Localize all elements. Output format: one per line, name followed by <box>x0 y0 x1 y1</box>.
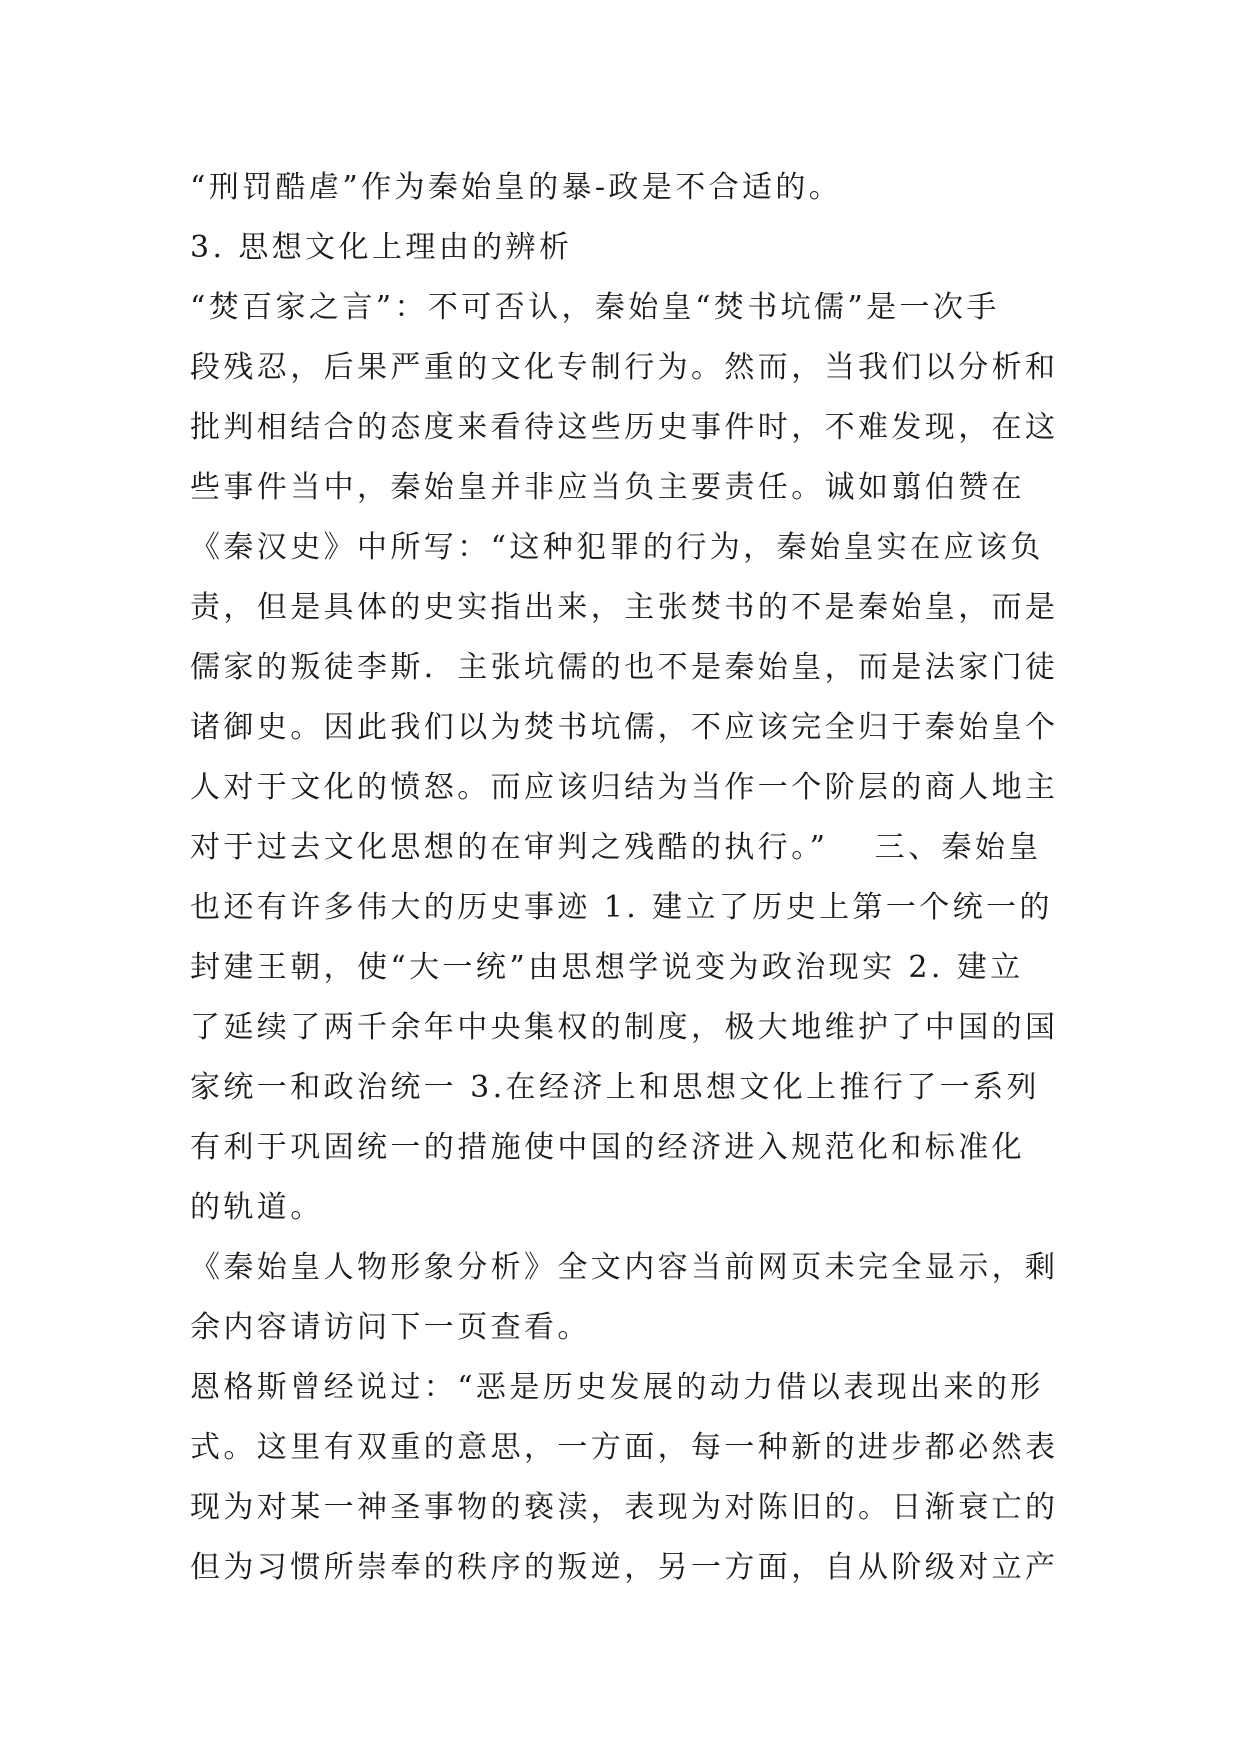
text-line: 人对于文化的愤怒。而应该归结为当作一个阶层的商人地主 <box>190 770 1059 805</box>
text-line: “刑罚酷虐”作为秦始皇的暴-政是不合适的。 <box>190 170 843 205</box>
text-line: 式。这里有双重的意思，一方面，每一种新的进步都必然表 <box>190 1430 1059 1465</box>
text-line: 封建王朝，使“大一统”由思想学说变为政治现实 2. 建立 <box>190 950 1024 985</box>
text-line: 有利于巩固统一的措施使中国的经济进入规范化和标准化 <box>190 1130 1025 1165</box>
text-line: 现为对某一神圣事物的亵渎，表现为对陈旧的。日渐衰亡的 <box>190 1490 1059 1525</box>
text-line: 儒家的叛徒李斯．主张坑儒的也不是秦始皇，而是法家门徒 <box>190 650 1059 685</box>
text-line: 些事件当中，秦始皇并非应当负主要责任。诚如翦伯赞在 <box>190 470 1025 505</box>
text-line: 对于过去文化思想的在审判之残酷的执行。” 三、秦始皇 <box>190 830 1042 865</box>
continuation-notice: 余内容请访问下一页查看。 <box>190 1310 591 1345</box>
section-heading: 3. 思想文化上理由的辨析 <box>190 230 573 265</box>
text-line: 诸御史。因此我们以为焚书坑儒，不应该完全归于秦始皇个 <box>190 710 1059 745</box>
text-line: 恩格斯曾经说过：“恶是历史发展的动力借以表现出来的形 <box>190 1370 1044 1405</box>
text-line: 责，但是具体的史实指出来，主张焚书的不是秦始皇，而是 <box>190 590 1059 625</box>
text-line: 家统一和政治统一 3.在经济上和思想文化上推行了一系列 <box>190 1070 1040 1105</box>
text-line: 了延续了两千余年中央集权的制度，极大地维护了中国的国 <box>190 1010 1059 1045</box>
text-line: 《秦汉史》中所写：“这种犯罪的行为，秦始皇实在应该负 <box>190 530 1044 565</box>
text-line: 批判相结合的态度来看待这些历史事件时，不难发现，在这 <box>190 410 1059 445</box>
continuation-notice: 《秦始皇人物形象分析》全文内容当前网页未完全显示，剩 <box>190 1250 1059 1285</box>
text-line: 的轨道。 <box>190 1190 324 1225</box>
text-line: 但为习惯所崇奉的秩序的叛逆，另一方面，自从阶级对立产 <box>190 1550 1059 1585</box>
text-line: 也还有许多伟大的历史事迹 1. 建立了历史上第一个统一的 <box>190 890 1053 925</box>
text-line: “焚百家之言”：不可否认，秦始皇“焚书坑儒”是一次手 <box>190 290 1000 325</box>
text-line: 段残忍，后果严重的文化专制行为。然而，当我们以分析和 <box>190 350 1059 385</box>
document-body <box>190 158 1059 1598</box>
